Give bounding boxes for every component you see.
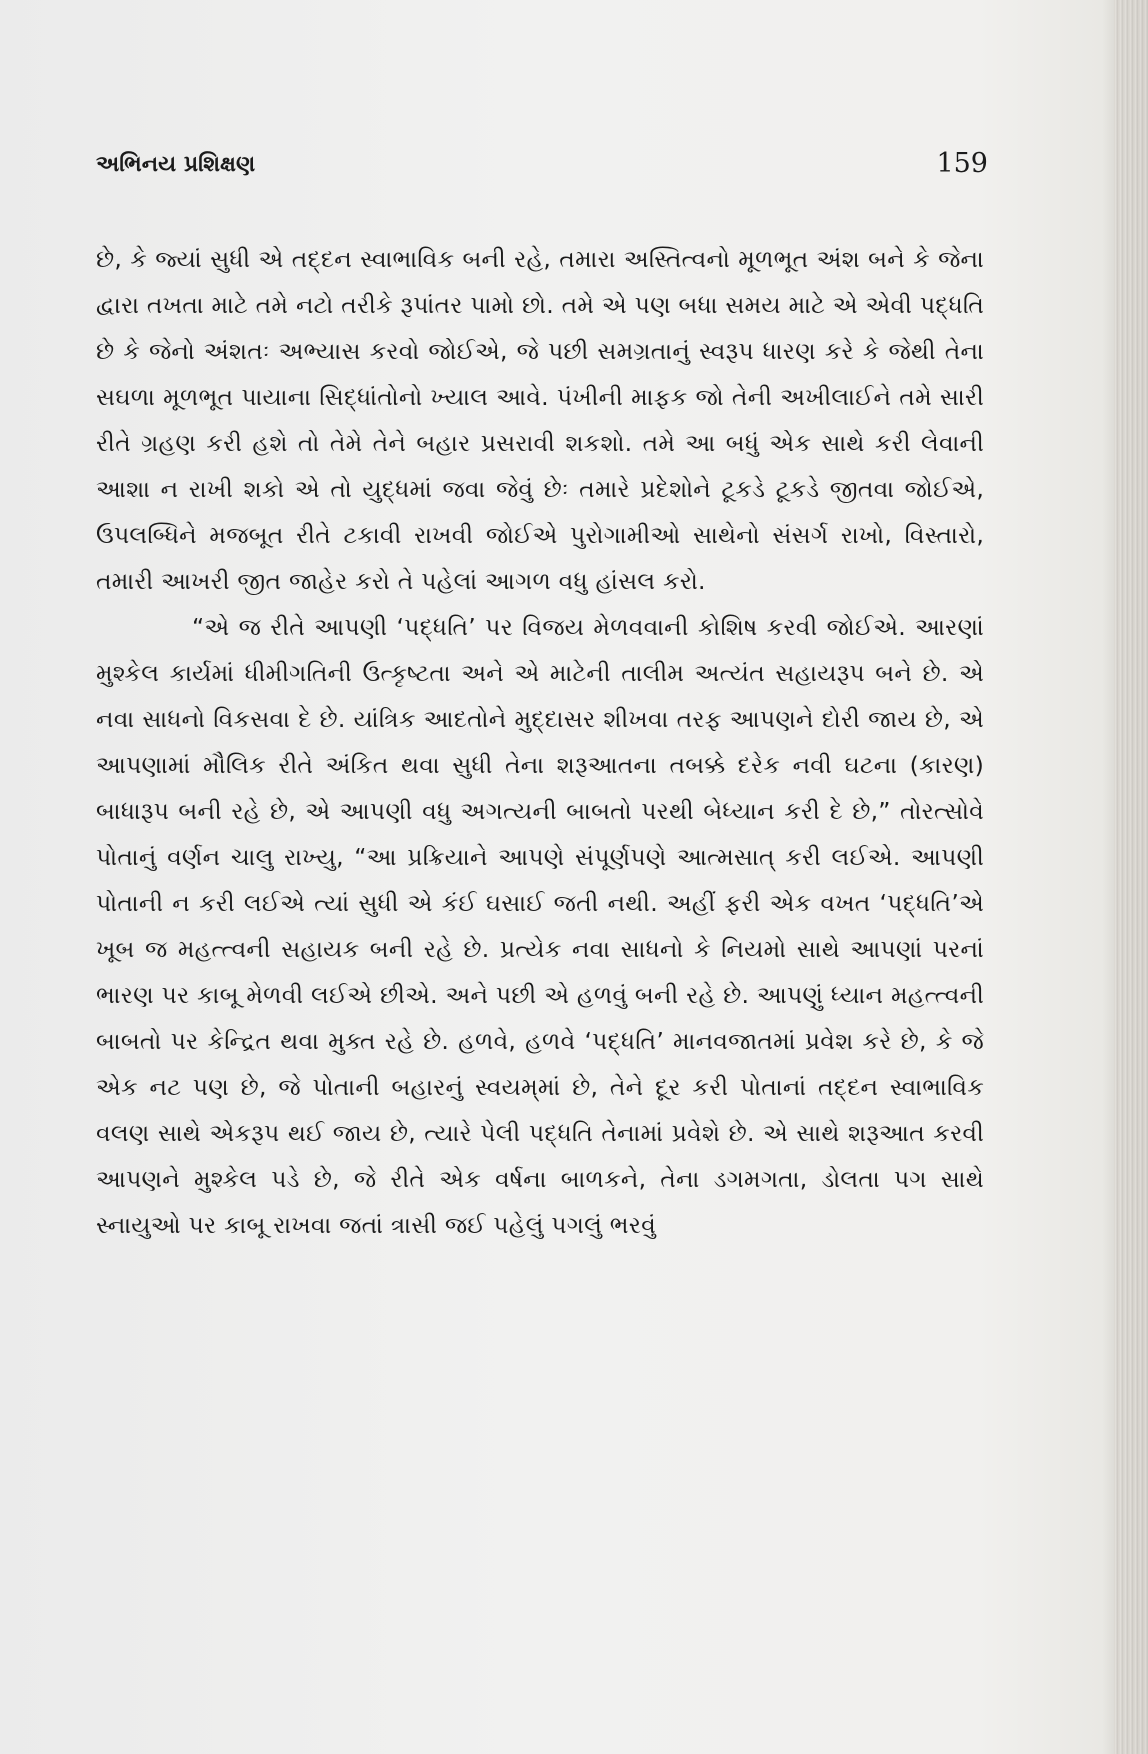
paragraph-2: “એ જ રીતે આપણી ‘પદ્ધતિ’ પર વિજય મેળવવાની કોશિષ કરવી જોઈએ. આરણાં મુશ્કેલ કાર્યમાં ધીમીગતિની ઉત્કૃષ્ટતા અને એ માટેની તાલીમ અત્યંત સહાયરૂપ બને છે. એ નવા સાધનો વિકસવા દે છે. યાંત્રિક આદતોને મુદ્દાસર શીખવા તરફ આપણને દોરી જાય છે, એ આપણામાં મૌલિક રીતે અંકિત થવા સુધી તેના શરૂઆતના તબક્કે દરેક નવી ઘટના (કારણ) બાધારૂપ બની રહે છે, એ આપણી વધુ અગત્યની બાબતો પરથી બેધ્યાન કરી દે છે,” તોરત્સોવે પોતાનું વર્ણન ચાલુ રાખ્યુ, “આ પ્રક્રિયાને આપણે સંપૂર્ણપણે આત્મસાત્ કરી લઈએ. આપણી પોતાની ન કરી લઈએ ત્યાં સુધી એ કંઈ ઘસાઈ જતી નથી. અહીં ફરી એક વખત ‘પદ્ધતિ’એ ખૂબ જ મહત્ત્વની સહાયક બની રહે છે. પ્રત્યેક નવા સાધનો કે નિયમો સાથે આપણાં પરનાં ભારણ પર કાબૂ મેળવી લઈએ છીએ. અને પછી એ હળવું બની રહે છે. આપણું ધ્યાન મહત્ત્વની બાબતો પર કેન્દ્રિત થવા મુક્ત રહે છે. હળવે, હળવે ‘પદ્ધતિ’ માનવજાતમાં પ્રવેશ કરે છે, કે જે એક નટ પણ છે, જે પોતાની બહારનું સ્વયમ્‌માં છે, તેને દૂર કરી પોતાનાં તદ્દન સ્વાભાવિક વલણ સાથે એકરૂપ થઈ જાય છે, ત્યારે પેલી પદ્ધતિ તેનામાં પ્રવેશે છે. એ સાથે શરૂઆત કરવી આપણને મુશ્કેલ પડે છે, જે રીતે એક વર્ષના બાળકને, તેના ડગમગતા, ડોલતા પગ સાથે સ્નાયુઓ પર કાબૂ રાખવા જતાં ત્રાસી જઈ પહેલું પગલું ભરવું [96,613,984,1239]
page-edge-shadow [1114,0,1148,1754]
page-header [96,148,988,192]
running-title: અભિનય પ્રશિક્ષણ [96,152,256,177]
page-number: 159 [936,148,988,179]
body-text [96,236,984,1248]
paragraph-1: છે, કે જ્યાં સુધી એ તદ્દન સ્વાભાવિક બની રહે, તમારા અસ્તિત્વનો મૂળભૂત અંશ બને કે જેના દ્વારા તખતા માટે તમે નટો તરીકે રૂપાંતર પામો છો. તમે એ પણ બધા સમય માટે એ એવી પદ્ધતિ છે કે જેનો અંશતઃ અભ્યાસ કરવો જોઈએ, જે પછી સમગ્રતાનું સ્વરૂપ ધારણ કરે કે જેથી તેના સઘળા મૂળભૂત પાયાના સિદ્ધાંતોનો ખ્યાલ આવે. પંખીની માફક જો તેની અખીલાઈને તમે સારી રીતે ગ્રહણ કરી હશે તો તેમે તેને બહાર પ્રસરાવી શકશો. તમે આ બધું એક સાથે કરી લેવાની આશા ન રાખી શકો એ તો યુદ્ધમાં જવા જેવું છેઃ તમારે પ્રદેશોને ટૂકડે ટૂકડે જીતવા જોઈએ, ઉપલબ્ધિને મજબૂત રીતે ટકાવી રાખવી જોઈએ પુરોગામીઓ સાથેનો સંસર્ગ રાખો, વિસ્તારો, તમારી આખરી જીત જાહેર કરો તે પહેલાં આગળ વધુ હાંસલ કરો. [96,245,984,595]
